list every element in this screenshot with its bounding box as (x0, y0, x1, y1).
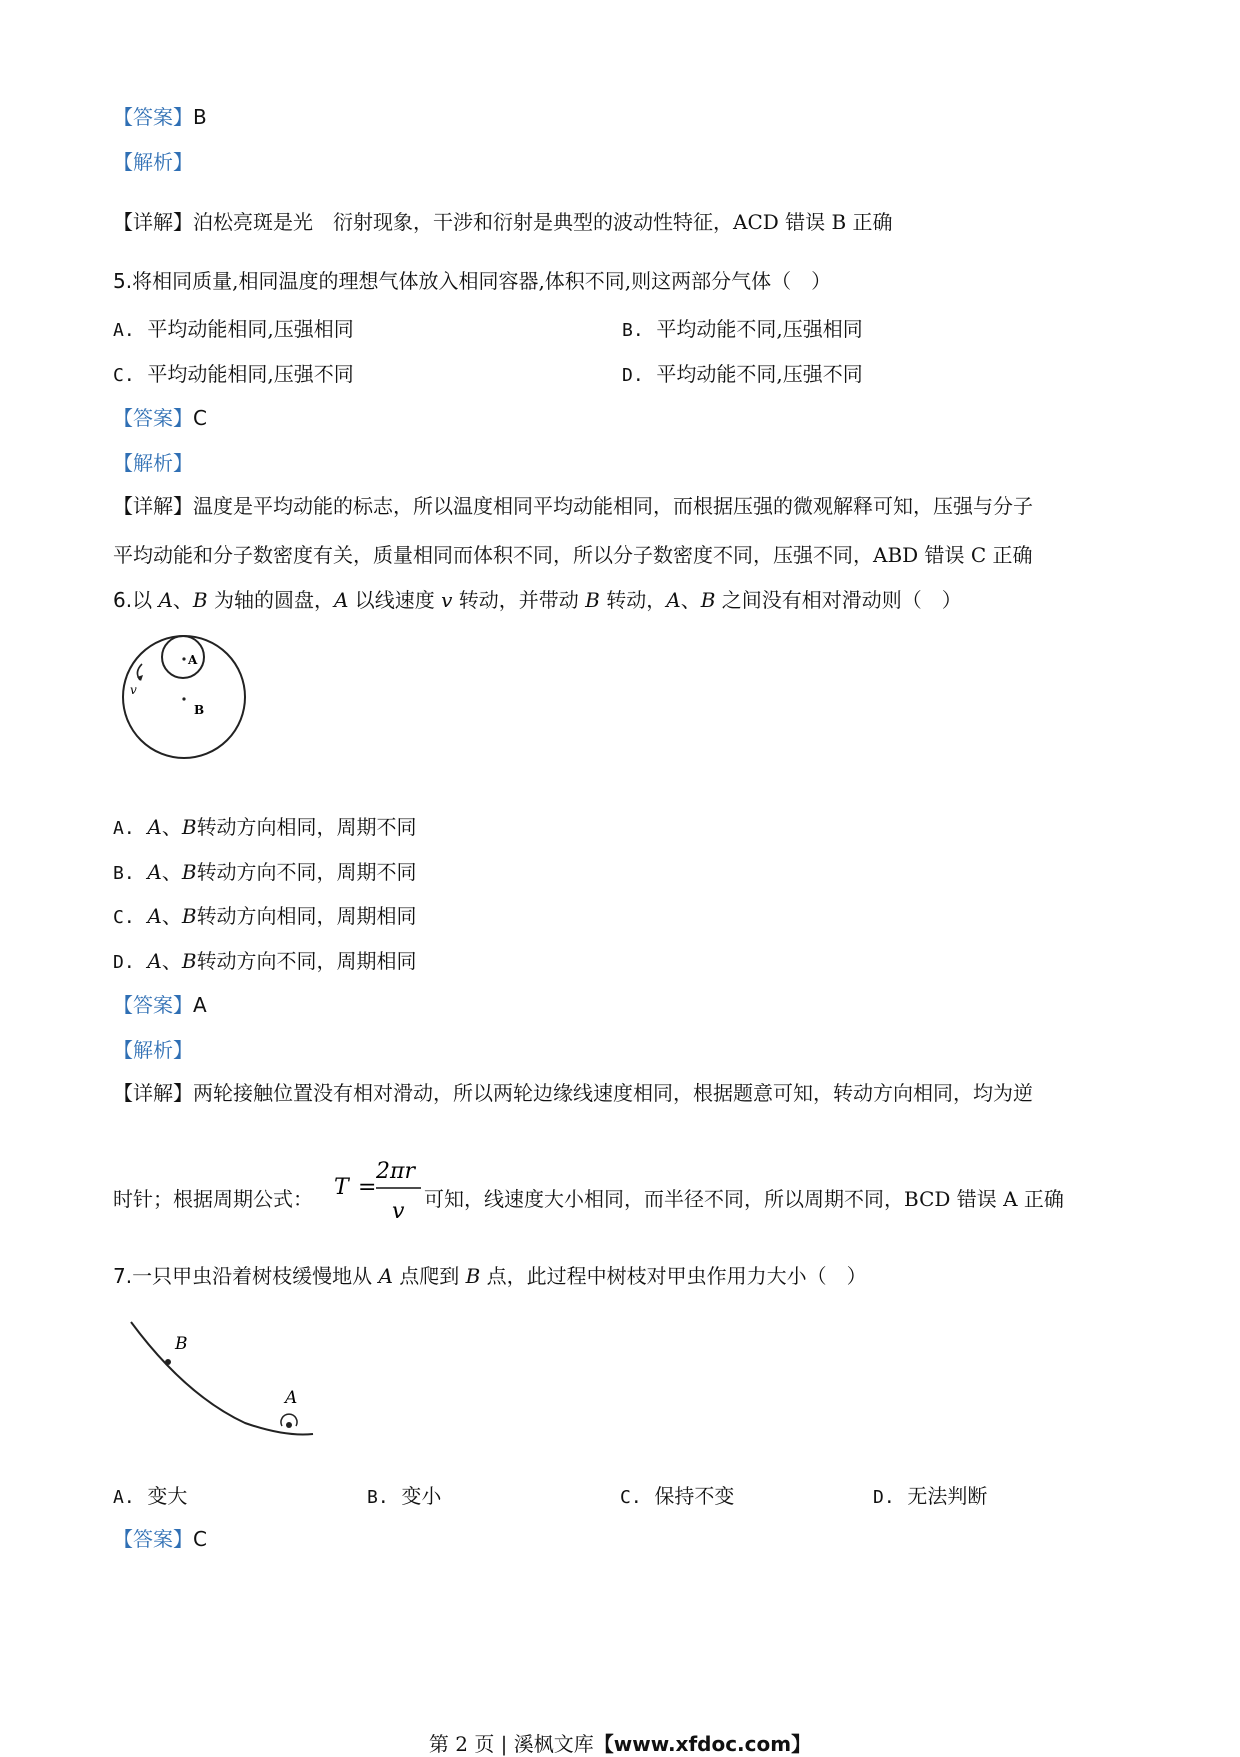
stem-text: 以线速度 (348, 588, 442, 612)
point-b-dot (165, 1359, 171, 1365)
option-text: 平均动能不同,压强不同 (656, 362, 863, 386)
page-footer (0, 1728, 1240, 1757)
option-var: B (181, 815, 197, 839)
option-var: B (181, 860, 197, 884)
q5-option-d (622, 360, 863, 390)
q6-detail-2-post: 可知，线速度大小相同，而半径不同，所以周期不同，BCD 错误 A 正确 (424, 1187, 1064, 1211)
formula-denominator: v (392, 1199, 405, 1224)
option-label: D. (622, 365, 644, 386)
q6-detail-2-pre: 时针；根据周期公式： (113, 1187, 313, 1211)
option-text: 平均动能相同,压强相同 (147, 317, 354, 341)
option-var: B (181, 949, 197, 973)
q4-detail: 泊松亮斑是光 衍射现象，干涉和衍射是典型的波动性特征，ACD 错误 B 正确 (193, 210, 893, 234)
q6-option-a (113, 813, 417, 843)
q7-option-d (873, 1482, 987, 1512)
q7-answer-line (113, 1525, 207, 1553)
point-a-dot (286, 1422, 292, 1428)
q5-detail-2: 平均动能和分子数密度有关，质量相同而体积不同，所以分子数密度不同，压强不同，ABD 错误 C 正确 (113, 543, 1033, 567)
period-formula (332, 1150, 422, 1228)
q5-option-c (113, 360, 354, 390)
stem-text: 点爬到 (392, 1264, 466, 1288)
option-label: B. (622, 320, 644, 341)
q4-detail-line (113, 208, 893, 236)
option-text: 转动方向不同，周期相同 (196, 949, 417, 973)
option-label: C. (620, 1487, 642, 1508)
q5-detail-1: 温度是平均动能的标志，所以温度相同平均动能相同，而根据压强的微观解释可知，压强与分子 (193, 494, 1033, 518)
q5-answer: C (193, 406, 207, 430)
formula-numerator: 2πr (376, 1159, 415, 1184)
label-a: A (188, 653, 198, 667)
analysis-tag: 【解析】 (113, 451, 193, 475)
option-sep: 、 (161, 860, 182, 884)
analysis-tag: 【解析】 (113, 150, 193, 174)
option-text: 转动方向不同，周期不同 (196, 860, 417, 884)
q6-detail-line-1 (113, 1079, 1033, 1107)
option-label: A. (113, 818, 135, 839)
q5-detail-line-2 (113, 541, 1033, 569)
stem-text: 转动， (599, 588, 667, 612)
option-text: 转动方向相同，周期不同 (196, 815, 417, 839)
footer-url: 【www.xfdoc.com】 (593, 1732, 812, 1756)
option-text: 变大 (147, 1484, 188, 1508)
answer-tag: 【答案】 (113, 406, 193, 430)
option-sep: 、 (161, 949, 182, 973)
stem-var: B (465, 1264, 481, 1288)
q7-option-c (620, 1482, 734, 1512)
option-label: D. (873, 1487, 895, 1508)
option-text: 保持不变 (654, 1484, 735, 1508)
option-var: A (147, 815, 162, 839)
label-b: B (194, 703, 205, 717)
label-v: v (130, 683, 137, 697)
option-label: D. (113, 952, 135, 973)
q5-analysis-line (113, 449, 193, 477)
stem-var: A (333, 588, 349, 612)
stem-var: A (666, 588, 681, 612)
q4-answer: B (193, 105, 207, 129)
answer-tag: 【答案】 (113, 105, 193, 129)
disk-a-outline (162, 636, 204, 678)
option-text: 平均动能相同,压强不同 (147, 362, 354, 386)
stem-var: v (441, 588, 453, 612)
q6-analysis-line (113, 1036, 193, 1064)
q7-number: 7. (113, 1264, 133, 1288)
option-label: A. (113, 320, 135, 341)
q5-stem (113, 267, 831, 295)
stem-text: 、 (172, 588, 193, 612)
formula-eq: = (358, 1175, 377, 1200)
stem-text: 、 (680, 588, 701, 612)
q5-option-b (622, 315, 863, 345)
answer-tag: 【答案】 (113, 1527, 193, 1551)
stem-var: A (378, 1264, 393, 1288)
q6-number: 6. (113, 588, 133, 612)
answer-tag: 【答案】 (113, 993, 193, 1017)
option-text: 变小 (401, 1484, 442, 1508)
option-label: C. (113, 365, 135, 386)
option-var: A (147, 904, 162, 928)
q4-answer-line (113, 103, 207, 131)
q5-detail-line-1 (113, 492, 1033, 520)
disk-b-outline (123, 636, 245, 758)
q5-option-a (113, 315, 354, 345)
q7-branch-figure (125, 1315, 325, 1440)
q6-option-c (113, 902, 417, 932)
q7-option-a (113, 1482, 187, 1512)
option-text: 无法判断 (907, 1484, 988, 1508)
formula-lhs: T (334, 1175, 349, 1200)
stem-text: 为轴的圆盘， (207, 588, 334, 612)
stem-text: 以 (132, 588, 159, 612)
stem-var: B (192, 588, 208, 612)
q7-option-b (367, 1482, 441, 1512)
detail-tag: 【详解】 (113, 494, 193, 518)
q4-analysis-line (113, 148, 193, 176)
q7-stem (113, 1262, 867, 1290)
axis-b-dot (182, 697, 185, 700)
q5-stem-text: 将相同质量,相同温度的理想气体放入相同容器,体积不同,则这两部分气体（ ） (132, 269, 832, 293)
option-label: C. (113, 907, 135, 928)
footer-page: 第 2 页 | 溪枫文库 (428, 1732, 594, 1756)
stem-var: A (158, 588, 173, 612)
q5-number: 5. (113, 269, 133, 293)
option-label: B. (367, 1487, 389, 1508)
stem-var: B (585, 588, 600, 612)
q6-option-b (113, 858, 417, 888)
option-sep: 、 (161, 815, 182, 839)
branch-curve (131, 1322, 313, 1435)
option-label: B. (113, 863, 135, 884)
stem-text: 转动，并带动 (452, 588, 586, 612)
option-var: B (181, 904, 197, 928)
stem-text: 之间没有相对滑动则（ ） (715, 588, 962, 612)
q6-detail-line-2-pre (113, 1185, 313, 1213)
q6-disk-figure (118, 630, 253, 765)
detail-tag: 【详解】 (113, 1081, 193, 1105)
label-b: B (175, 1334, 188, 1354)
q6-detail-1: 两轮接触位置没有相对滑动，所以两轮边缘线速度相同，根据题意可知，转动方向相同，均为逆 (193, 1081, 1033, 1105)
q6-detail-line-2-post (424, 1185, 1064, 1213)
analysis-tag: 【解析】 (113, 1038, 193, 1062)
q7-answer: C (193, 1527, 207, 1551)
option-text: 转动方向相同，周期相同 (196, 904, 417, 928)
q6-answer-line (113, 991, 207, 1019)
stem-text: 一只甲虫沿着树枝缓慢地从 (132, 1264, 379, 1288)
detail-tag: 【详解】 (113, 210, 193, 234)
option-var: A (147, 949, 162, 973)
stem-text: 点，此过程中树枝对甲虫作用力大小（ ） (480, 1264, 867, 1288)
stem-var: B (700, 588, 716, 612)
option-label: A. (113, 1487, 135, 1508)
q6-answer: A (193, 993, 207, 1017)
q6-option-d (113, 947, 417, 977)
option-var: A (147, 860, 162, 884)
q5-answer-line (113, 404, 207, 432)
option-sep: 、 (161, 904, 182, 928)
label-a: A (285, 1388, 298, 1408)
axis-a-dot (182, 657, 185, 660)
option-text: 平均动能不同,压强相同 (656, 317, 863, 341)
q6-stem (113, 586, 962, 614)
